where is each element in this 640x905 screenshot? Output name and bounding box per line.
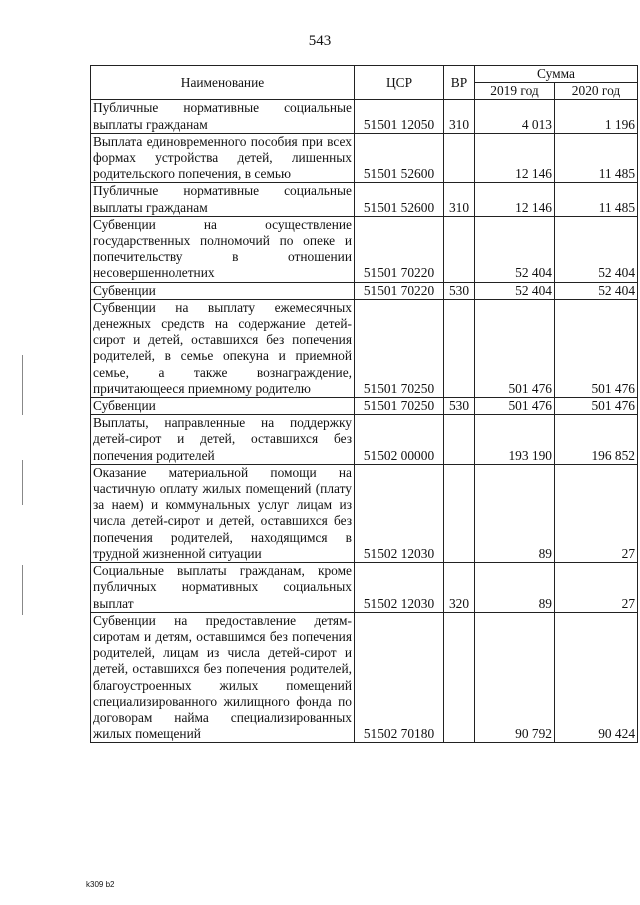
table-row [91,612,638,743]
cell-name: Субвенции на выплату ежемесячных денежных средств на содержание детей-сирот и детей, оставшихся без попечения родителей, в семье опекуна и приемной семье, а также вознаграждение, причитающееся приемному родителю [91,299,355,397]
cell-vr [444,612,475,743]
cell-amount-2020: 11 485 [555,183,638,216]
cell-name: Публичные нормативные социальные выплаты гражданам [91,100,355,133]
table-row [91,563,638,613]
cell-amount-2020: 11 485 [555,133,638,183]
cell-name: Субвенции [91,282,355,299]
cell-amount-2020: 501 476 [555,299,638,397]
cell-name: Выплата единовременного пособия при всех формах устройства детей, лишенных родительского попечения, в семью [91,133,355,183]
cell-amount-2020: 501 476 [555,398,638,415]
cell-amount-2019: 193 190 [475,415,555,465]
table-row [91,282,638,299]
cell-amount-2020: 1 196 [555,100,638,133]
table-row [91,183,638,216]
page-number: 543 [308,33,332,49]
cell-csr: 51502 70180 [355,612,444,743]
cell-csr: 51502 12030 [355,464,444,562]
margin-mark [22,565,23,615]
cell-amount-2019: 89 [475,563,555,613]
table-row [91,133,638,183]
cell-csr: 51501 12050 [355,100,444,133]
cell-vr [444,415,475,465]
table-row [91,415,638,465]
cell-amount-2020: 90 424 [555,612,638,743]
cell-csr: 51501 70250 [355,299,444,397]
cell-name: Публичные нормативные социальные выплаты гражданам [91,183,355,216]
footer-code: k309 b2 [86,880,115,889]
cell-amount-2019: 12 146 [475,133,555,183]
cell-csr: 51501 70220 [355,216,444,282]
cell-name: Выплаты, направленные на поддержку детей-сирот и детей, оставшихся без попечения родителей [91,415,355,465]
cell-csr: 51501 52600 [355,133,444,183]
table-row [91,464,638,562]
header-vr: ВР [444,66,475,100]
header-csr: ЦСР [355,66,444,100]
header-name: Наименование [91,66,355,100]
cell-amount-2019: 12 146 [475,183,555,216]
table-row [91,216,638,282]
cell-csr: 51501 52600 [355,183,444,216]
margin-mark [22,460,23,505]
cell-amount-2019: 89 [475,464,555,562]
cell-vr: 310 [444,183,475,216]
cell-amount-2020: 196 852 [555,415,638,465]
cell-amount-2019: 52 404 [475,216,555,282]
table-row [91,299,638,397]
cell-vr [444,464,475,562]
cell-vr [444,299,475,397]
cell-name: Субвенции на осуществление государственных полномочий по опеке и попечительству в отношении несовершеннолетних [91,216,355,282]
table-body [91,100,638,743]
header-sum: Сумма [475,66,638,83]
cell-amount-2020: 52 404 [555,282,638,299]
cell-amount-2019: 52 404 [475,282,555,299]
cell-name: Оказание материальной помощи на частичную оплату жилых помещений (плату за наем) и коммунальных услуг лицам из числа детей-сирот и детей, оставшихся без попечения родителей, находящимся в трудной жизненной ситуации [91,464,355,562]
cell-name: Социальные выплаты гражданам, кроме публичных нормативных социальных выплат [91,563,355,613]
cell-vr: 530 [444,398,475,415]
cell-name: Субвенции на предоставление детям-сиротам и детям, оставшимся без попечения родителей, лицам из числа детей-сирот и детей, оставшихся без попечения родителей, благоустроенных жилых помещений специализированного жилищного фонда по договорам найма специализированных жилых помещений [91,612,355,743]
cell-amount-2019: 501 476 [475,398,555,415]
cell-amount-2019: 501 476 [475,299,555,397]
cell-amount-2020: 52 404 [555,216,638,282]
table-header [91,66,638,100]
margin-mark [22,355,23,415]
budget-table [90,65,638,743]
header-year-2019: 2019 год [475,83,555,100]
cell-vr [444,133,475,183]
cell-csr: 51501 70220 [355,282,444,299]
cell-amount-2020: 27 [555,563,638,613]
table-row [91,100,638,133]
cell-name: Субвенции [91,398,355,415]
cell-vr: 310 [444,100,475,133]
cell-amount-2019: 4 013 [475,100,555,133]
cell-vr [444,216,475,282]
cell-csr: 51502 00000 [355,415,444,465]
header-year-2020: 2020 год [555,83,638,100]
cell-vr: 320 [444,563,475,613]
cell-csr: 51502 12030 [355,563,444,613]
cell-vr: 530 [444,282,475,299]
cell-csr: 51501 70250 [355,398,444,415]
cell-amount-2019: 90 792 [475,612,555,743]
cell-amount-2020: 27 [555,464,638,562]
table-row [91,398,638,415]
